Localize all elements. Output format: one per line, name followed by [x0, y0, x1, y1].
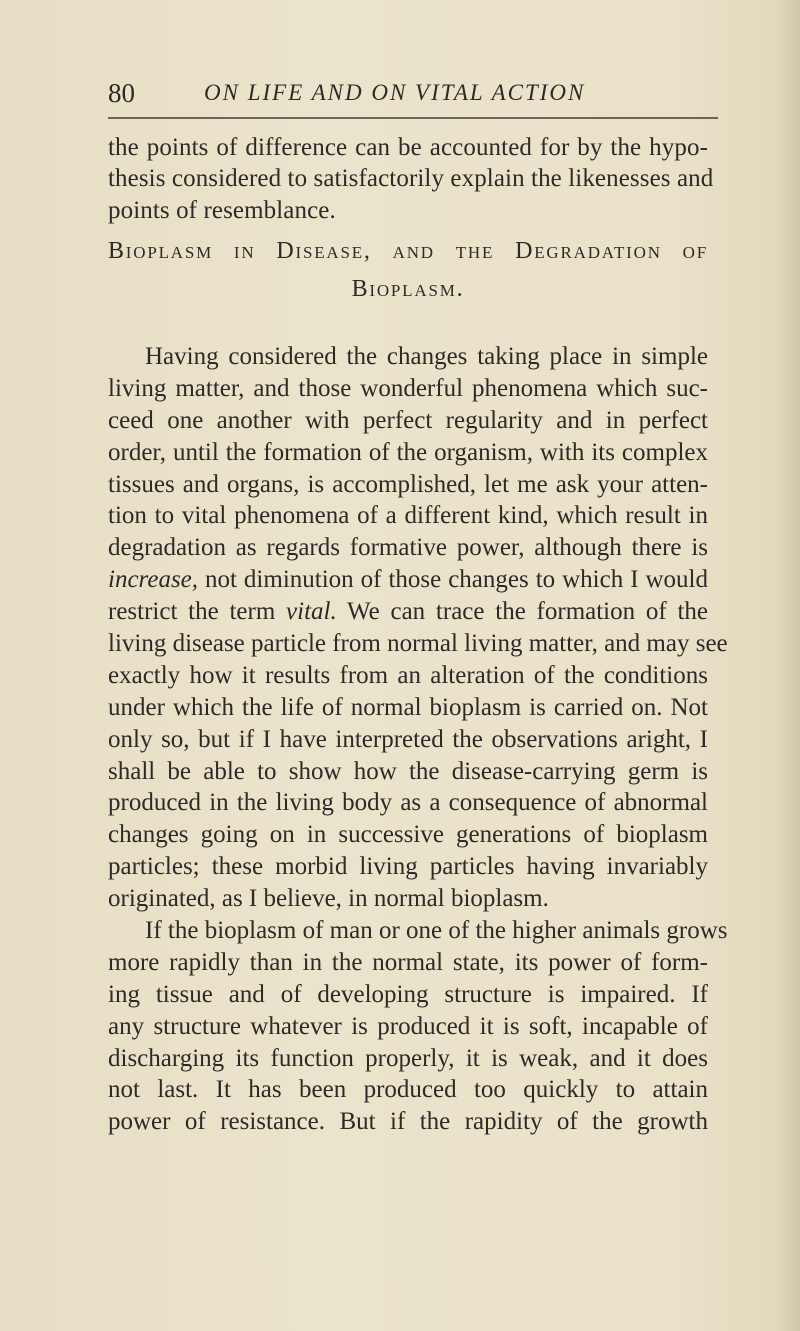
text-line: power of resistance. But if the rapidity of the growth: [108, 1108, 708, 1136]
italic-word: increase,: [108, 566, 199, 594]
section-heading: [108, 234, 708, 307]
text-line: exactly how it results from an alteration of the conditions: [108, 661, 708, 689]
text-line: Having considered the changes taking place in simple: [145, 343, 708, 370]
text-line: [108, 564, 708, 596]
text-line: ceed one another with perfect regularity and in perfect: [108, 406, 708, 434]
body-text: [108, 341, 728, 1138]
text-span: restrict the term: [108, 598, 287, 626]
text-line: tion to vital phenomena of a different kind, which result in: [108, 502, 708, 530]
text-line: shall be able to show how the disease-carrying germ is: [108, 757, 708, 785]
text-line: more rapidly than in the normal state, its power of form-: [108, 948, 708, 976]
page-header: [108, 78, 718, 118]
section-heading-line-1: Bioplasm in Disease, and the Degradation of: [108, 238, 708, 264]
text-line: points of resemblance.: [108, 196, 336, 224]
text-line: tissues and organs, is accomplished, let me ask your atten-: [108, 470, 708, 498]
text-line: If the bioplasm of man or one of the higher animals grows: [145, 917, 728, 945]
text-line: changes going on in successive generations of bioplasm: [108, 821, 708, 849]
text-line: degradation as regards formative power, although there is: [108, 534, 708, 562]
text-line: [108, 596, 708, 628]
text-line: living matter, and those wonderful phenomena which suc-: [108, 374, 708, 402]
text-line: only so, but if I have interpreted the observations aright, I: [108, 725, 708, 753]
italic-word: vital.: [286, 598, 337, 626]
text-line: living disease particle from normal living matter, and may see: [108, 630, 728, 658]
text-line: thesis considered to satisfactorily explain the likenesses and: [108, 165, 714, 193]
text-line: discharging its function properly, it is weak, and it does: [108, 1044, 708, 1072]
text-line: ing tissue and of developing structure is impaired. If: [108, 980, 708, 1008]
section-heading-line-2: Bioplasm.: [351, 276, 465, 302]
text-line: order, until the formation of the organism, with its complex: [108, 438, 708, 466]
text-line: under which the life of normal bioplasm is carried on. Not: [108, 693, 708, 721]
text-line: particles; these morbid living particles having invariably: [108, 853, 708, 881]
text-line: produced in the living body as a consequence of abnormal: [108, 789, 708, 817]
text-line: originated, as I believe, in normal bioplasm.: [108, 885, 549, 913]
intro-paragraph: [108, 132, 714, 226]
page-number: 80: [108, 78, 135, 108]
text-line: any structure whatever is produced it is soft, incapable of: [108, 1012, 708, 1040]
text-span: We can trace the formation of the: [336, 598, 709, 626]
text-line: not last. It has been produced too quickly to attain: [108, 1076, 708, 1104]
text-line: the points of difference can be accounted for by the hypo-: [108, 134, 708, 161]
header-rule: [108, 117, 718, 119]
text-span: not diminution of those changes to which I would: [198, 566, 708, 594]
running-title: ON LIFE AND ON VITAL ACTION: [204, 80, 586, 105]
